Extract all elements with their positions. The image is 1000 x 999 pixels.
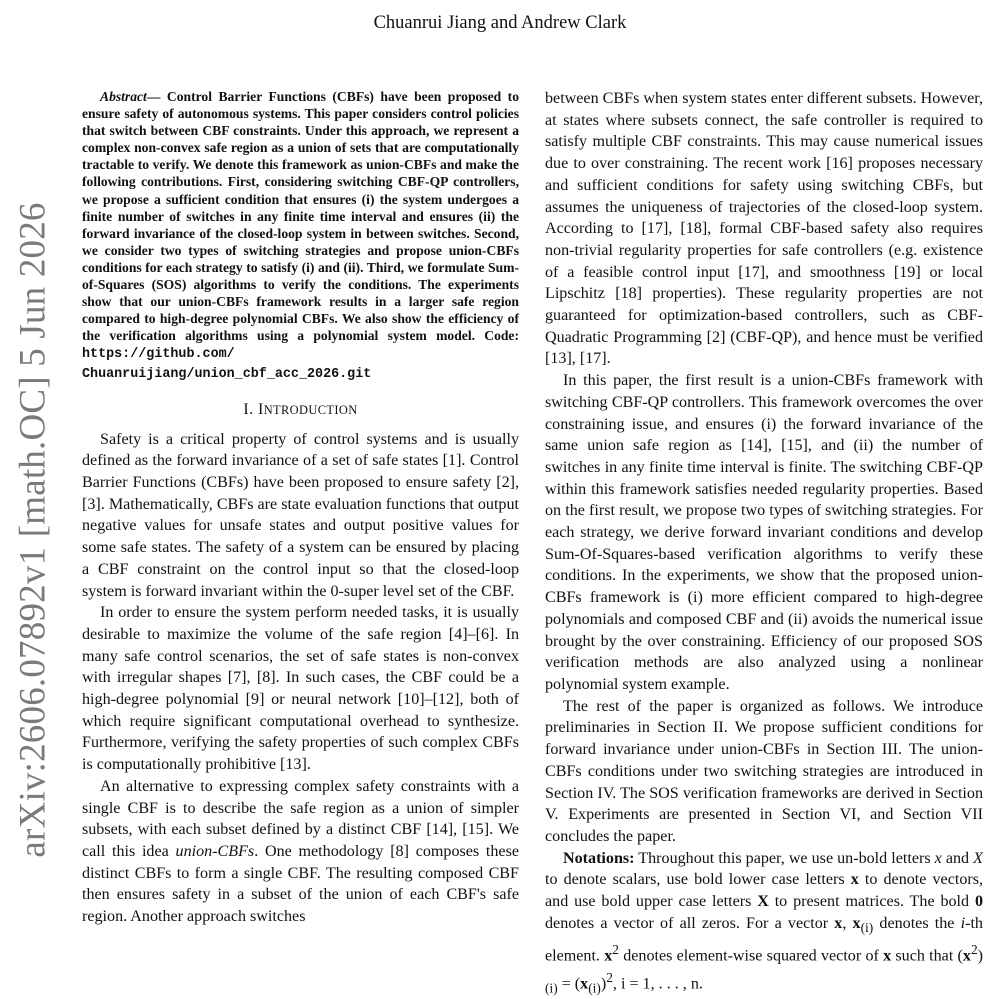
intro-paragraph-4: between CBFs when system states enter different subsets. However, at states where subsets connect, the safe controller is required to satisfy multiple CBF constraints. This may cause numerical issues due to over constraining. The recent work [16] proposes necessary and sufficient conditions for safety using switching CBFs, but assumes the uniqueness of trajectories of the closed-loop system. According to [17], [18], formal CBF-based safety also requires non-trivial regularity properties for safe controllers (e.g. existence of a feasible control input [17], and smoothness [19] or local Lipschitz [18] properties). These regularity properties are not guaranteed for optimization-based controllers, such as CBF-Quadratic Programming [2] (CBF-QP), and hence must be verified [13], [17]. — [545, 90, 983, 368]
right-column — [545, 88, 983, 999]
union-cbfs-term: union-CBFs — [175, 842, 255, 860]
intro-paragraph-1: Safety is a critical property of control systems and is usually defined as the forward invariance of a set of safe states [1]. Control Barrier Functions (CBFs) have been proposed to ensure safety [2], [3]. Mathematically, CBFs are state evaluation functions that output negative values for unsafe states and output positive values for some safe states. The safety of a system can be ensured by placing a CBF constraint on the control input so that the closed-loop system is forward invariant within the 0-super level set of the CBF. — [82, 430, 519, 600]
abstract-dash: — — [146, 89, 167, 104]
author-line: Chuanrui Jiang and Andrew Clark — [373, 13, 627, 33]
arxiv-sidebar — [8, 202, 58, 858]
intro-paragraph-3: An alternative to expressing complex safety constraints with a single CBF is to describe the safe region as a union of simpler subsets, with each subset defined by a distinct CBF [14], [15]. We call this idea union-CBFs. One methodology [8] composes these distinct CBFs to form a single CBF. The resulting composed CBF then ensures safety in a subset of the union of each CBF's safe region. Another approach switches — [82, 777, 519, 926]
abstract — [82, 88, 519, 383]
abstract-label: Abstract — [100, 89, 147, 104]
notations-paragraph: Notations: Throughout this paper, we use un-bold letters x and X to denote scalars, use bold lower case letters x to denote vectors, and use bold upper case letters X to present matrices. The bold 0 denotes a vector of all zeros. For a vector x, $x_{(i)}$ denotes the i-th element. $x^2$ denotes element-wise squared vector of x such that $(x^2)_{(i)} = (x_{(i)})^2$, i = 1, . . . , n. — [545, 849, 984, 996]
intro-paragraph-2: In order to ensure the system perform needed tasks, it is usually desirable to maximize the volume of the safe region [4]–[6]. In many safe control scenarios, the set of safe states is non-convex with irregular shapes [7], [8]. In such cases, the CBF could be a high-degree polynomial [9] or neural network [10]–[12], both of which require significant computational overhead to synthesize. Furthermore, verifying the safety properties of such complex CBFs is computationally prohibitive [13]. — [82, 604, 519, 774]
arxiv-identifier: arXiv:2606.07892v1 [math.OC] 5 Jun 2026 — [12, 202, 54, 858]
paper-header — [0, 10, 1000, 36]
intro-paragraph-6: The rest of the paper is organized as follows. We introduce preliminaries in Section II. We propose sufficient conditions for forward invariance under union-CBFs in Section III. The union-CBFs conditions under two switching strategies are introduced in Section IV. The SOS verification frameworks are derived in Section V. Experiments are presented in Section VI, and Section VII concludes the paper. — [545, 697, 983, 845]
notations-label: Notations: — [563, 849, 635, 867]
section-heading-introduction: I. INTRODUCTION — [243, 400, 358, 418]
code-link[interactable]: https://github.com/ Chuanruijiang/union_cbf_acc_2026.git — [82, 347, 372, 382]
intro-paragraph-5: In this paper, the first result is a union-CBFs framework with switching CBF-QP controllers. This framework overcomes the over constraining issue, and ensures (i) the forward invariance of the same union safe region as [14], [15], and (ii) the number of switches in any finite time interval is finite. The switching CBF-QP within this framework satisfies needed regularity properties. Based on the first result, we propose two types of switching strategies. For each strategy, we derive forward invariant conditions and develop Sum-Of-Squares-based verification algorithms to verify these conditions. In the experiments, we show that the proposed union-CBFs framework is (i) more efficient compared to high-degree polynomials and composed CBF and (ii) avoids the numerical issue brought by the over constraining. Efficiency of our proposed SOS verification methods are also analyzed using a nonlinear polynomial system example. — [545, 372, 983, 693]
left-column — [82, 88, 519, 928]
abstract-text: Control Barrier Functions (CBFs) have been proposed to ensure safety of autonomous systems. This paper considers control policies that switch between CBF constraints. Under this approach, we represent a complex non-convex safe region as a union of sets that are computationally tractable to verify. We denote this framework as union-CBFs and make the following contributions. First, considering switching CBF-QP controllers, we propose a sufficient condition that ensures (i) the system undergoes a finite number of switches in any finite time interval and ensures (ii) the forward invariance of the closed-loop system in between switches. Second, we consider two types of switching strategies and propose union-CBFs conditions for each strategy to satisfy (i) and (ii). Third, we formulate Sum-of-Squares (SOS) algorithms to verify the conditions. The experiments show that our union-CBFs framework results in a larger safe region compared to high-degree polynomial CBFs. We also show the efficiency of the verification algorithms using a polynomial system model. Code: — [82, 89, 519, 344]
